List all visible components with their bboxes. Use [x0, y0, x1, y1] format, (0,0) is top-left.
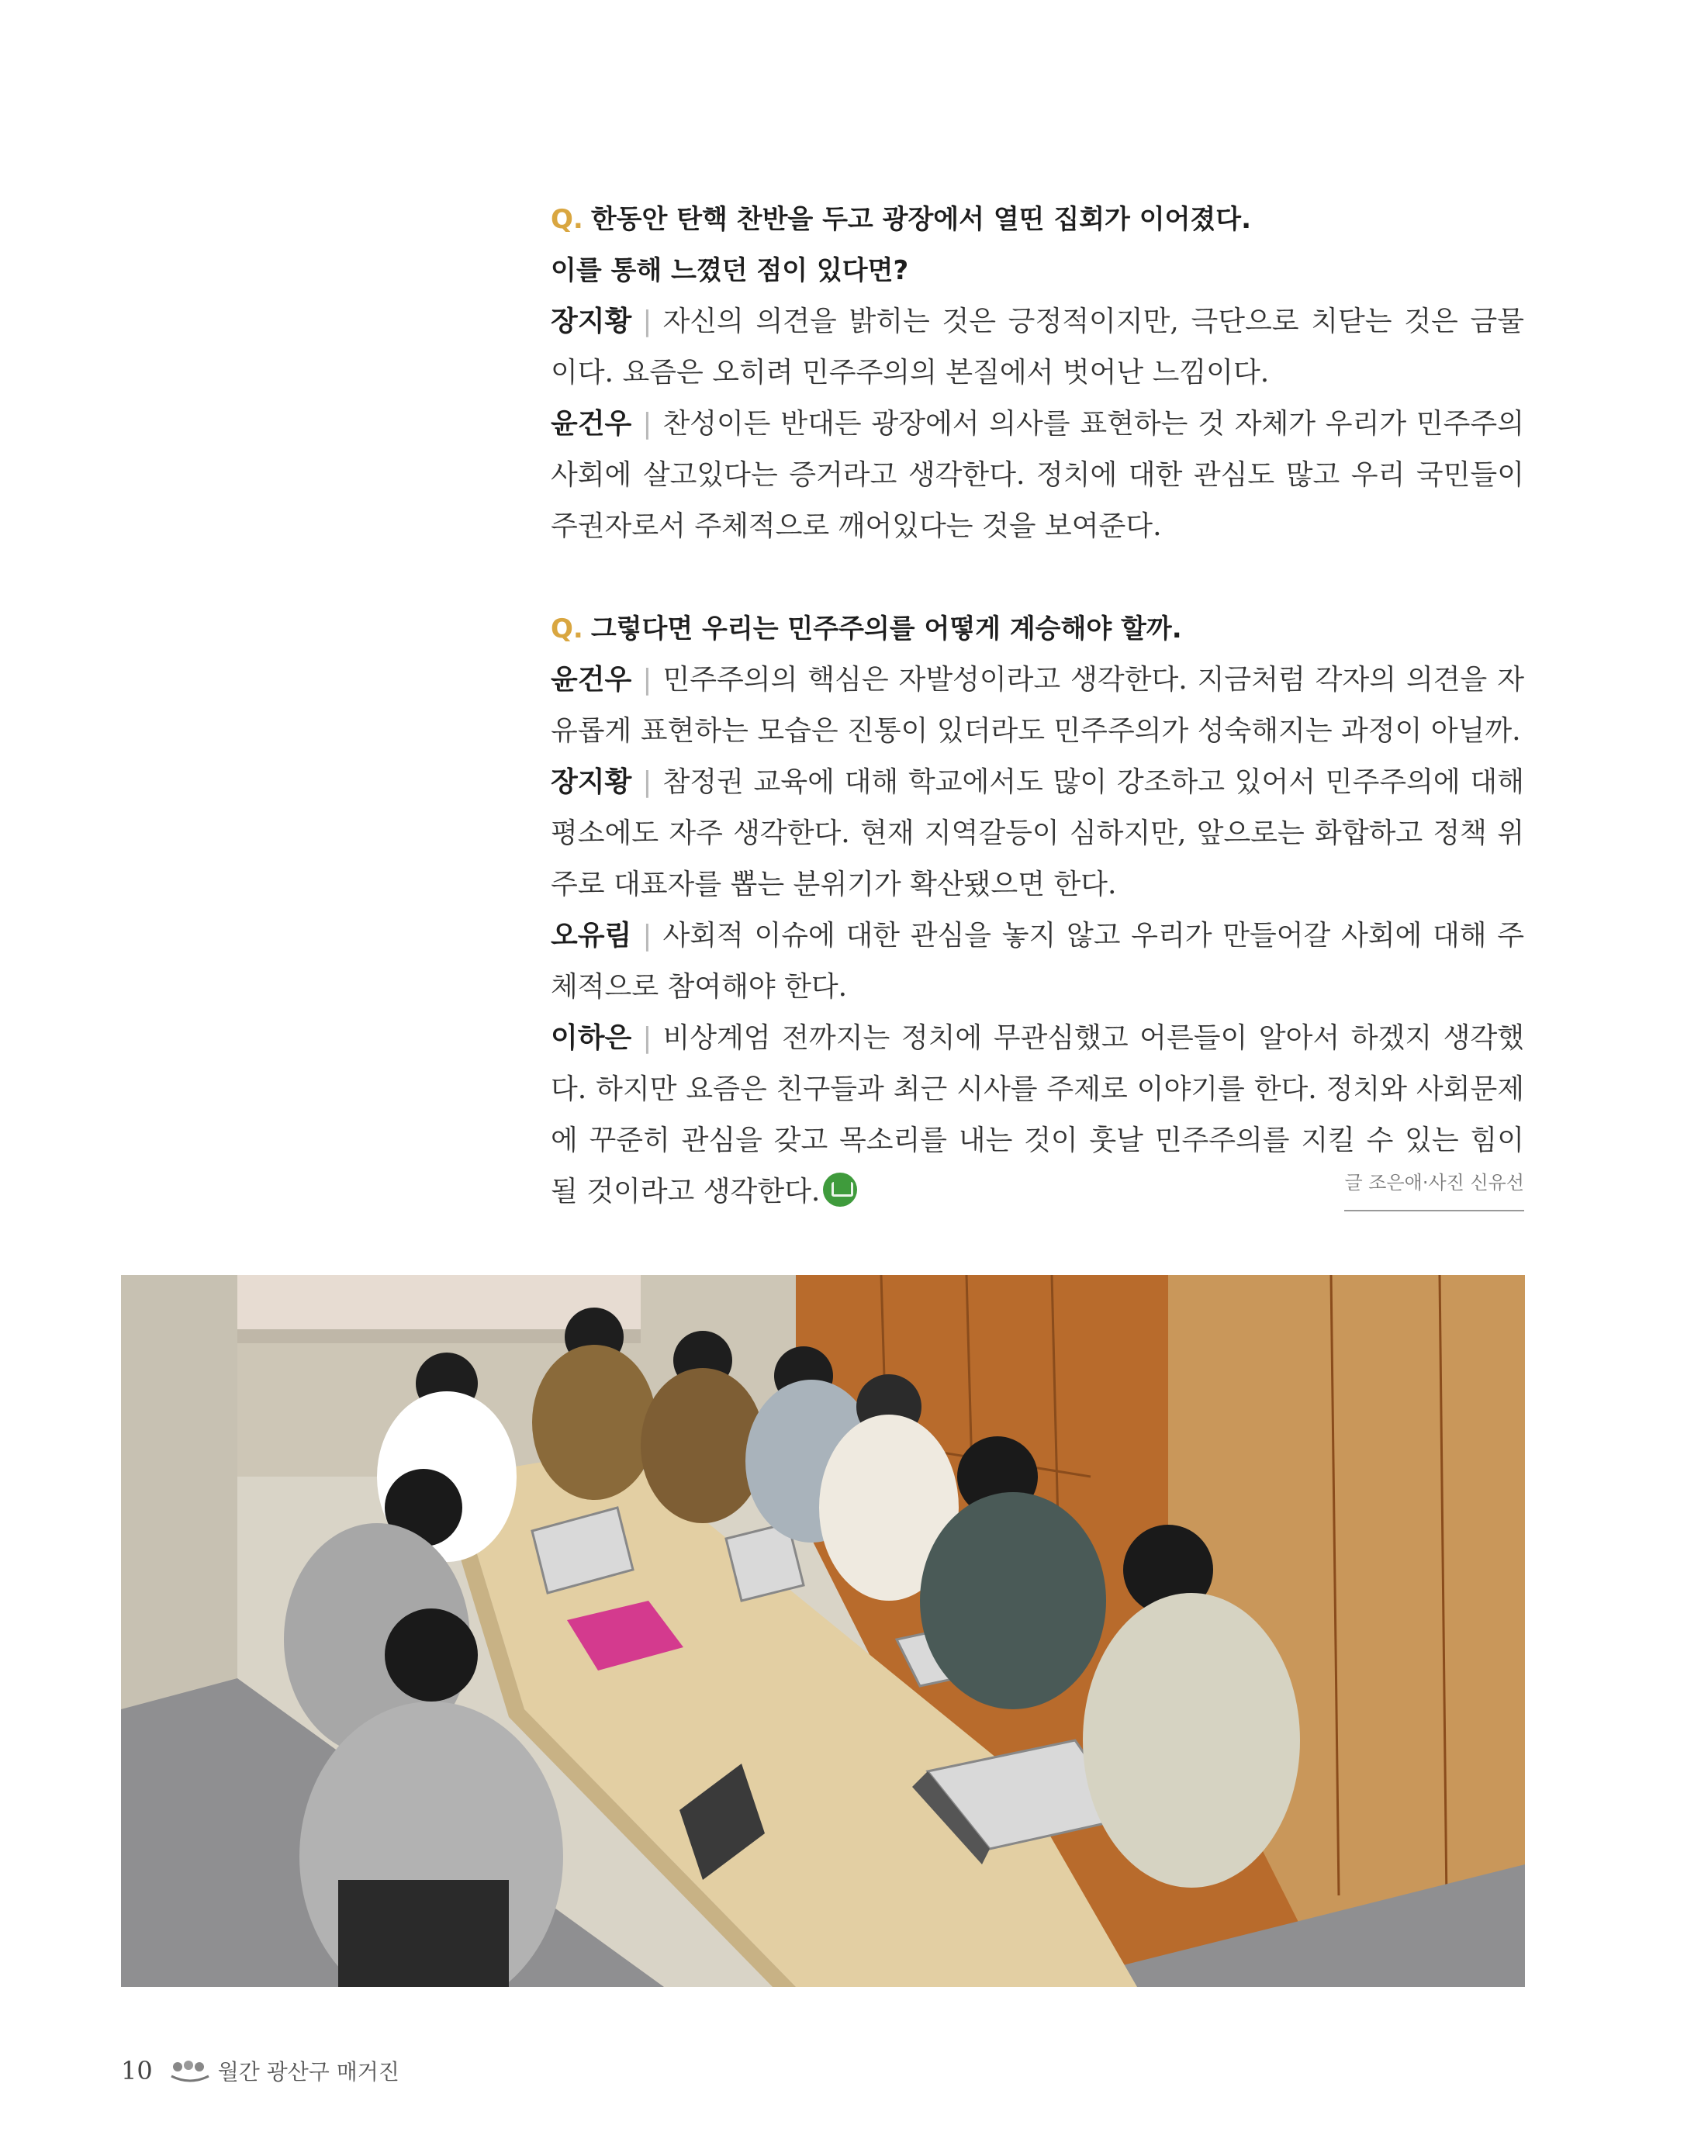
- answer: [551, 757, 1524, 910]
- separator: |: [642, 1022, 652, 1054]
- speaker-name: 이하은: [551, 1022, 632, 1054]
- answer-text: 찬성이든 반대든 광장에서 의사를 표현하는 것 자체가 우리가 민주주의 사회에 살고있다는 증거라고 생각한다. 정치에 대한 관심도 많고 우리 국민들이 주권자로서 주체적으로 깨어있다는 것을 보여준다.: [551, 408, 1524, 542]
- gwangsan-logo-icon: [170, 2059, 210, 2082]
- separator: |: [642, 408, 652, 440]
- separator: |: [642, 664, 652, 696]
- answer: [551, 399, 1524, 552]
- question-2-line-1: 그렇다면 우리는 민주주의를 어떻게 계승해야 할까.: [590, 613, 1182, 644]
- article: [551, 194, 1524, 1218]
- byline-credit: 글 조은애·사진 신유선: [1344, 1157, 1524, 1211]
- article-photo: [121, 1275, 1525, 1987]
- answer: [551, 1013, 1524, 1218]
- speaker-name: 윤건우: [551, 664, 632, 696]
- magazine-title: 월간 광산구 매거진: [217, 2059, 399, 2085]
- question-2: [551, 603, 1524, 655]
- speaker-name: 오유림: [551, 920, 632, 952]
- speaker-name: 장지황: [551, 306, 632, 337]
- page-number: 10: [121, 2056, 153, 2085]
- answer-text: 참정권 교육에 대해 학교에서도 많이 강조하고 있어서 민주주의에 대해 평소에도 자주 생각한다. 현재 지역갈등이 심하지만, 앞으로는 화합하고 정책 위주로 대표자를 뽑는 분위기가 확산됐으면 한다.: [551, 766, 1524, 900]
- question-1-line-1: 한동안 탄핵 찬반을 두고 광장에서 열띤 집회가 이어졌다.: [590, 204, 1252, 235]
- page-footer: [121, 2055, 399, 2086]
- speaker-name: 윤건우: [551, 408, 632, 440]
- meeting-room-photo: [121, 1275, 1525, 1987]
- question-mark: Q.: [551, 613, 583, 644]
- answer: [551, 655, 1524, 757]
- separator: |: [642, 920, 652, 952]
- answer-text: 비상계엄 전까지는 정치에 무관심했고 어른들이 알아서 하겠지 생각했다. 하지만 요즘은 친구들과 최근 시사를 주제로 이야기를 한다. 정치와 사회문제에 꾸준히 관심을 갖고 목소리를 내는 것이 훗날 민주주의를 지킬 수 있는 힘이 될 것이라고 생각한다.: [551, 1022, 1524, 1208]
- answer-text: 민주주의의 핵심은 자발성이라고 생각한다. 지금처럼 각자의 의견을 자유롭게 표현하는 모습은 진통이 있더라도 민주주의가 성숙해지는 과정이 아닐까.: [551, 664, 1524, 747]
- question-mark: Q.: [551, 204, 583, 235]
- answer-text: 자신의 의견을 밝히는 것은 긍정적이지만, 극단으로 치닫는 것은 금물이다. 요즘은 오히려 민주주의의 본질에서 벗어난 느낌이다.: [551, 306, 1524, 389]
- end-mark-icon: [823, 1173, 857, 1207]
- question-1-line-2: 이를 통해 느꼈던 점이 있다면?: [551, 255, 909, 286]
- answer: [551, 910, 1524, 1013]
- answer: [551, 296, 1524, 399]
- separator: |: [642, 766, 652, 798]
- speaker-name: 장지황: [551, 766, 632, 798]
- answer-text: 사회적 이슈에 대한 관심을 놓지 않고 우리가 만들어갈 사회에 대해 주체적으로 참여해야 한다.: [551, 920, 1524, 1003]
- separator: |: [642, 306, 652, 337]
- question-1: [551, 194, 1524, 296]
